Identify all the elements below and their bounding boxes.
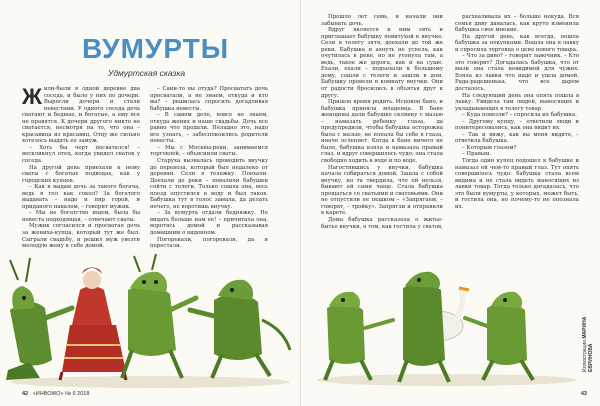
paragraph: Дома бабушка рассказала о житье-бытье внучки, о том, как гостила у сватов, [321,216,443,230]
paragraph: – В самом деле, вовсе не знаем, откуда жених и наше свадьбы. Дочь все равно что продали. Неладно это, надо все узнать, – забеспокоились родители невесты. [150,112,268,145]
paragraph: – Так и вижу, как вы меня видите, – ответила бабушка. [455,131,579,145]
paragraph: Прошло лет семь, и начали они забывать дочь. [321,14,443,27]
paragraph: – Как я выдам дочь за такого богача, ведь я гол как сокол? За богатого выдавать – надо и пир горой, и приданого навалом, – говорит мужик. [22,184,140,210]
creature-right-small-figure [465,292,533,380]
journal-issue: «ИНВОЖО» № 6 2018 [32,391,90,397]
text-column-1 [22,86,140,250]
credit-label: Иллюстрации [582,340,588,372]
story-title: ВУМУРТЫ [82,33,230,64]
page-number: 42 [22,391,29,397]
paragraph: Старуха вызвалась проводить внучку до перевоза, который был недалеко от деревни. Сели в тележку. Поехали. Доехали до реки – повалили бабушки сойти с телеги. Только сошла она, весь поезд опустился в воду и был таков. Бабушка тут в голос завыла, да делать нечего, не воротишь внучку. [150,158,268,210]
creature-small-figure [325,292,393,380]
paragraph: – Куда повезли? – спросила их бабушка. [462,112,577,119]
creature-tall-figure [399,272,449,382]
text-column-3 [321,14,443,230]
paragraph: На другой день, как всегда, пошла бабушка за покупками. Вошла она в лавку и спросила торговца о цене нового товара. [455,33,579,53]
paragraph: Нагостившись у внучки, бабушка начала собираться домой. Зашла с собой внучку, но та твердила, что ей нельзя, бывают ей сами чаще. Стала бабушка прощаться со сватьями и сватовьями. Они не отпустили ее пешком – «Запрягаем, – говорят, – тройку». Запрягли и отправили в карете. [321,164,443,217]
creature-center-figure [122,254,196,378]
paragraph: – Мы с Москвы-реки, занимаемся торговлей, – объяснили сваты. [150,144,268,158]
paragraph: На другой день приехали к нему сваты с богатых подводах, как у городских купцов. [22,164,140,184]
illustration-vumurty-trio [307,268,582,388]
paragraph: – Хоть бы черт посватался! – воскликнул отец, когда увидел сватов у соседа. [22,144,140,165]
paragraph: – Мы не богатство ищем, была бы невеста подходящая, – отвечают сваты. [22,210,140,223]
illustration-vumurty-dance [0,250,300,390]
paragraph: – Которым глазом? [462,144,517,151]
paragraph: или-были в одной деревне два соседа, и было у них по дочери. Выросли дочери и стали невестами. У одного соседа дочь сватают и бедные, и богатые, а ему все не нравятся. К дочери другого никто не сватается, несмотря на то, что она – красавица из красавиц. Отцу же сильно хотелось выдать ее замуж. [22,86,140,145]
paragraph: – Сани-то вы отуда? Просватать дочь просватали, а не знаем, откуда и кто вы? – решилась спросить догадливая бабушка невесты. [150,86,268,112]
text-column-2 [150,86,268,250]
paragraph: – За вумурта отдали бедняжку. Не видать больше нам ее! – причитала она, воротясь домой и рассказывая домашним о виденном. [150,210,268,237]
paragraph: На следующий день она опять пошла в лавку. Увидела там людей, выносящих и укладывающих в телегу товар. [455,92,579,112]
creature-right-figure [190,280,290,378]
bride-figure [60,268,126,381]
paragraph: расхваливала их – больше некуда. Вся семья диву давалась, как круто изменила бабушка свое мнение. [455,14,579,34]
paragraph: Мужик согласился и просватал дочь за жениха-купца, который тут же был. Сыграли свадьбу, и решил муж увезти молодую жену к себе домой. [22,223,140,250]
drop-cap: Ж [22,84,42,109]
paragraph: – Другому купцу, – ответили люди и поинтересовались, как она видит их. [455,118,579,132]
paragraph: Погоревали, погоревали, да и перестали. [150,236,268,250]
right-page [300,0,600,406]
credit-artist: МАРИНА ЕВРИНОВА [582,316,594,372]
story-subtitle: Удмуртская сказка [108,68,186,78]
illustration-credit [582,292,596,372]
creature-left-figure [6,258,72,380]
paragraph: – Что за диво? – говорит лавочник. – Кто это говорит? Догадалась бабушка, что от мази она стала невидимой для чужих. Взяла из лавки что надо и ушла домой. Рада-радешенька, что все даром досталось. [455,53,579,93]
paragraph: Вдруг является к ним зять и приглашает бабушку повитухой к внучке. Сели в телегу зятя, доехали до той же реки. Бабушка и ахнуть не успела, как очутилась в реке, но не утонула там, а ведь, такое же дорога, как и на суше. Ехали, ехали – подъехали к большому дому, сошли с телеги и зашли в дом. Бабушку провели в комнату внучки. Они от радости бросились в объятья друг к другу. [321,27,443,99]
paragraph: Пришло время родить. Испокон бано, и бабушка приняла младенца. В бане женщины дали бабушке склянку с мазью – намазать ребенку глаза, да предупредили, чтобы бабушка осторожна была с мазью, не попала бы себе в глаза, иначе ослепнет. Когда в бане ничего не было, бабушка взяла и намазала правый глаз, и вдруг совершилось чудо: она стала свободно ходить в воде и по воде. [321,99,443,165]
text-column-4 [455,14,579,210]
paragraph: – Правым. [462,151,492,158]
paragraph: Тогда один купец подошел к бабушке и намазал ей чем-то правый глаз. Тут опять совершилось чудо: бабушка стала всем видима и не стала видеть выносящих из лавки товар. Тогда только догадалась, что это были вумурты, у которых, может быть, и гостила она, но почему-то не опознала их. [455,158,579,210]
page-number: 43 [580,391,587,397]
right-footer [581,391,587,397]
left-footer [22,391,89,397]
